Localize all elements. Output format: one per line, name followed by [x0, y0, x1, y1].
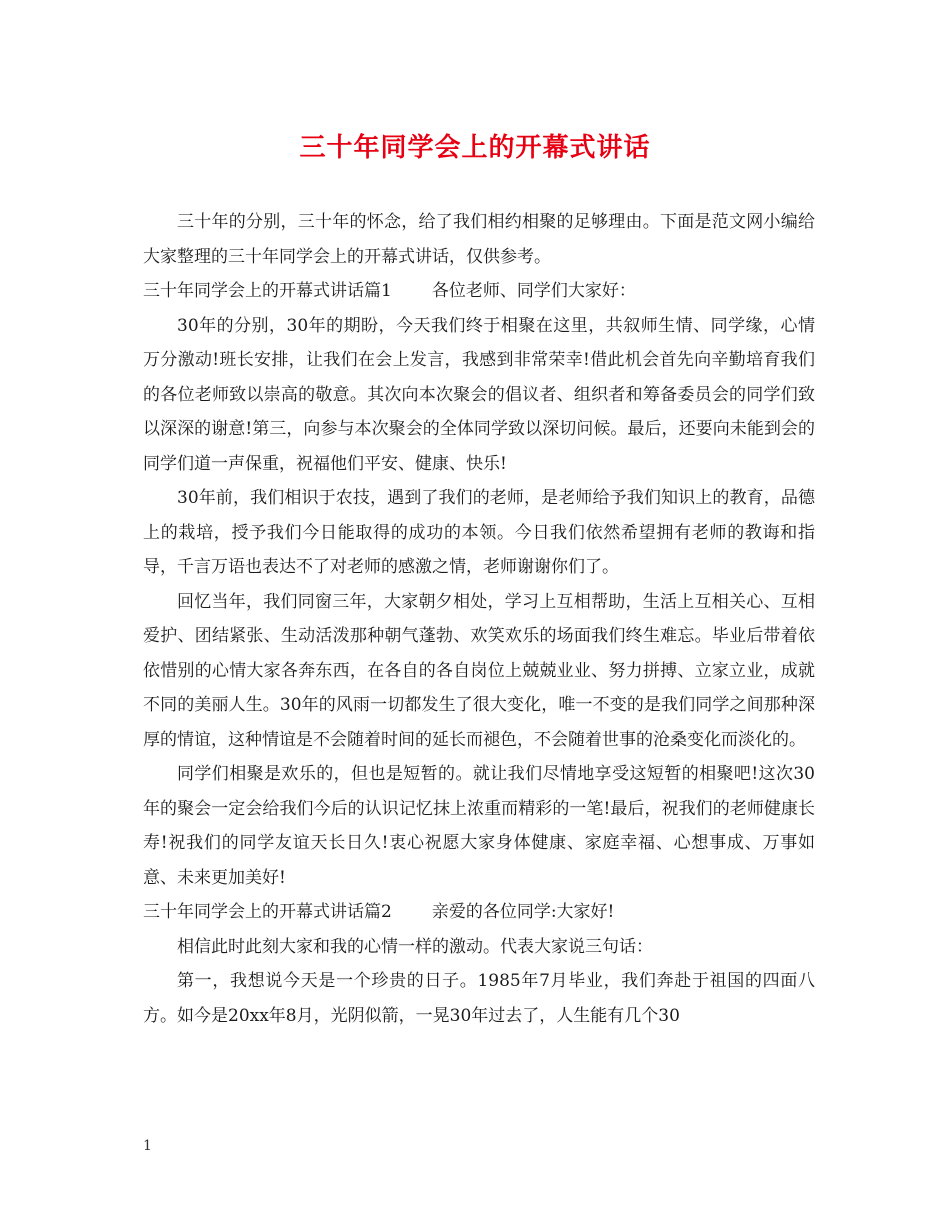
paragraph: 回忆当年，我们同窗三年，大家朝夕相处，学习上互相帮助，生活上互相关心、互相爱护、团结紧张、生动活泼那种朝气蓬勃、欢笑欢乐的场面我们终生难忘。毕业后带着依依惜别的心情大家各奔东西，在各自的各自岗位上兢兢业业、努力拼搏、立家立业，成就不同的美丽人生。30年的风雨一切都发生了很大变化，唯一不变的是我们同学之间那种深厚的情谊，这种情谊是不会随着时间的延长而褪色，不会随着世事的沧桑变化而淡化的。 [143, 591, 815, 750]
greeting-2: 亲爱的各位同学:大家好! [431, 902, 615, 922]
greeting-1: 各位老师、同学们大家好： [431, 281, 636, 301]
paragraph: 相信此时此刻大家和我的心情一样的激动。代表大家说三句话： [177, 936, 653, 957]
page-number: 1 [143, 1138, 152, 1154]
section-title-2: 三十年同学会上的开幕式讲话篇2 [143, 902, 392, 922]
paragraph: 30年的分别，30年的期盼，今天我们终于相聚在这里，共叙师生情、同学缘，心情万分激动!班长安排，让我们在会上发言，我感到非常荣幸!借此机会首先向辛勤培育我们的各位老师致以崇高的敬意。其次向本次聚会的倡议者、组织者和筹备委员会的同学们致以深深的谢意!第三，向参与本次聚会的全体同学致以深切问候。最后，还要向未能到会的同学们道一声保重，祝福他们平安、健康、快乐! [143, 315, 815, 474]
paragraph: 30年前，我们相识于农技，遇到了我们的老师，是老师给予我们知识上的教育，品德上的栽培，授予我们今日能取得的成功的本领。今日我们依然希望拥有老师的教诲和指导，千言万语也表达不了对老师的感激之情，老师谢谢你们了。 [143, 488, 815, 577]
section-title-1: 三十年同学会上的开幕式讲话篇1 [143, 281, 392, 301]
paragraph: 同学们相聚是欢乐的，但也是短暂的。就让我们尽情地享受这短暂的相聚吧!这次30年的聚会一定会给我们今后的认识记忆抹上浓重而精彩的一笔!最后，祝我们的老师健康长寿!祝我们的同学友谊天长日久!衷心祝愿大家身体健康、家庭幸福、心想事成、万事如意、未来更加美好! [143, 764, 815, 888]
section-heading-1 [143, 274, 815, 309]
document-body [143, 205, 815, 1033]
paragraph-intro: 三十年的分别，三十年的怀念，给了我们相约相聚的足够理由。下面是范文网小编给大家整理的三十年同学会上的开幕式讲话，仅供参考。 [143, 212, 815, 267]
paragraph: 第一，我想说今天是一个珍贵的日子。1985年7月毕业，我们奔赴于祖国的四面八方。如今是20xx年8月，光阴似箭，一晃30年过去了，人生能有几个30 [143, 971, 815, 1026]
section-heading-2 [143, 895, 815, 930]
page-title: 三十年同学会上的开幕式讲话 [299, 133, 651, 163]
